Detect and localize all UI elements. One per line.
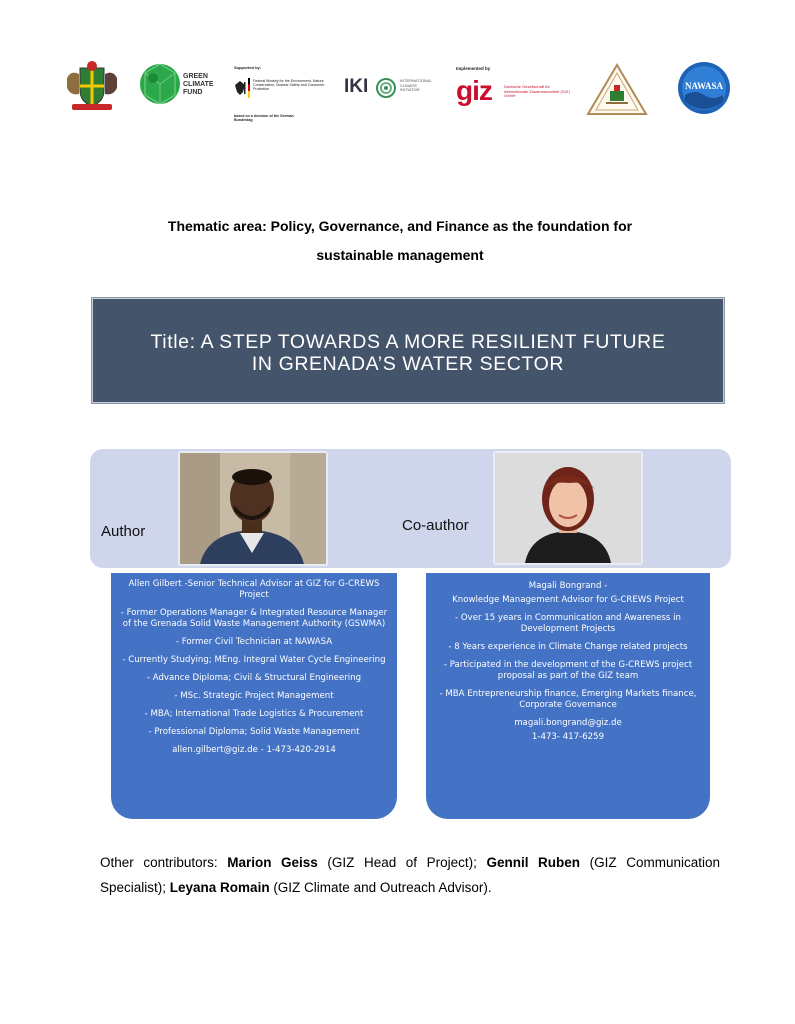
- title-line1: Title: A STEP TOWARDS A MORE RESILIENT FUTURE: [150, 331, 666, 353]
- giz-logo: [456, 66, 576, 116]
- title-box: [91, 297, 725, 404]
- coauthor-card-line: - Participated in the development of the G-CREWS project proposal as part of the GIZ team: [443, 660, 693, 681]
- giz-sub: Deutsche Gesellschaft für Internationale Zusammenarbeit (GIZ) GmbH: [504, 84, 570, 99]
- bmu-bundestag: based on a decision of the German Bundestag: [234, 114, 294, 123]
- contributors-intro: Other contributors:: [100, 855, 228, 870]
- coauthor-email: magali.bongrand@giz.de: [514, 718, 622, 728]
- bmu-ministry: Federal Ministry for the Environment, Nature Conservation, Nuclear Safety and Consumer Protection: [253, 79, 325, 92]
- author-card-line: - Former Civil Technician at NAWASA: [175, 637, 333, 647]
- thematic-area-line1: Thematic area: Policy, Governance, and Finance as the foundation for: [167, 218, 633, 234]
- author-card-line: - Advance Diploma; Civil & Structural Engineering: [146, 673, 362, 683]
- contributor-role: (GIZ Head of Project);: [317, 855, 487, 870]
- contributor-role: (GIZ Climate and Outreach Advisor).: [269, 880, 492, 895]
- gcf-line2: CLIMATE: [183, 81, 214, 89]
- coauthor-card-line: - 8 Years experience in Climate Change related projects: [448, 642, 688, 652]
- coauthor-phone: 1-473- 417-6259: [531, 732, 605, 742]
- iki-sub: INTERNATIONAL CLIMATE INITIATIVE: [400, 78, 432, 93]
- giz-name: giz: [456, 75, 492, 106]
- grenada-coat-of-arms-logo: [62, 58, 122, 114]
- iki-logo: [344, 76, 439, 100]
- author-card-line: - MSc. Strategic Project Management: [174, 691, 334, 701]
- coauthor-card-line: - Over 15 years in Communication and Awareness in Development Projects: [455, 613, 681, 634]
- author-card-line: - MBA; International Trade Logistics & Procurement: [144, 709, 364, 719]
- coauthor-card-line: Knowledge Management Advisor for G-CREWS Project: [452, 595, 684, 605]
- coauthor-photo: [493, 451, 643, 565]
- giz-implemented-by: Implemented by: [456, 66, 491, 71]
- thematic-area-line2: sustainable management: [316, 247, 484, 263]
- author-photo: [178, 451, 328, 566]
- contributor-name: Marion Geiss: [227, 855, 318, 870]
- other-contributors: [100, 850, 720, 900]
- coauthor-card: [426, 573, 710, 819]
- author-card-line: - Former Operations Manager & Integrated Resource Manager of the Grenada Solid Waste Management Authority (GSWMA): [120, 608, 388, 629]
- author-label: Author: [101, 523, 146, 540]
- author-card-line: - Professional Diploma; Solid Waste Management: [148, 727, 360, 737]
- bmu-supported-by: Supported by:: [234, 65, 262, 70]
- nawasa-logo: [677, 61, 731, 115]
- author-card: [111, 573, 397, 819]
- contributor-name: Gennil Ruben: [486, 855, 581, 870]
- contributor-role: (GIZ Communication Specialist);: [100, 855, 720, 895]
- gcf-line1: GREEN: [183, 73, 208, 80]
- gcf-line3: FUND: [183, 89, 203, 97]
- nawasa-name: NAWASA: [684, 81, 723, 91]
- author-card-line: - Currently Studying; MEng. Integral Water Cycle Engineering: [122, 655, 386, 665]
- coauthor-label: Co-author: [402, 517, 469, 534]
- contributor-name: Leyana Romain: [169, 880, 270, 895]
- author-card-line: Allen Gilbert -Senior Technical Advisor at GIZ for G-CREWS Project: [128, 579, 380, 600]
- title-line2: IN GRENADA’S WATER SECTOR: [251, 353, 565, 375]
- triangle-emblem-logo: [586, 63, 648, 117]
- green-climate-fund-logo: [139, 63, 229, 109]
- coauthor-card-line: Magali Bongrand -: [528, 581, 608, 591]
- coauthor-card-line: - MBA Entrepreneurship finance, Emerging Markets finance, Corporate Governance: [439, 689, 697, 710]
- iki-name: IKI: [344, 76, 369, 97]
- bmu-logo: [234, 66, 334, 126]
- author-email-phone: allen.gilbert@giz.de - 1-473-420-2914: [172, 745, 336, 755]
